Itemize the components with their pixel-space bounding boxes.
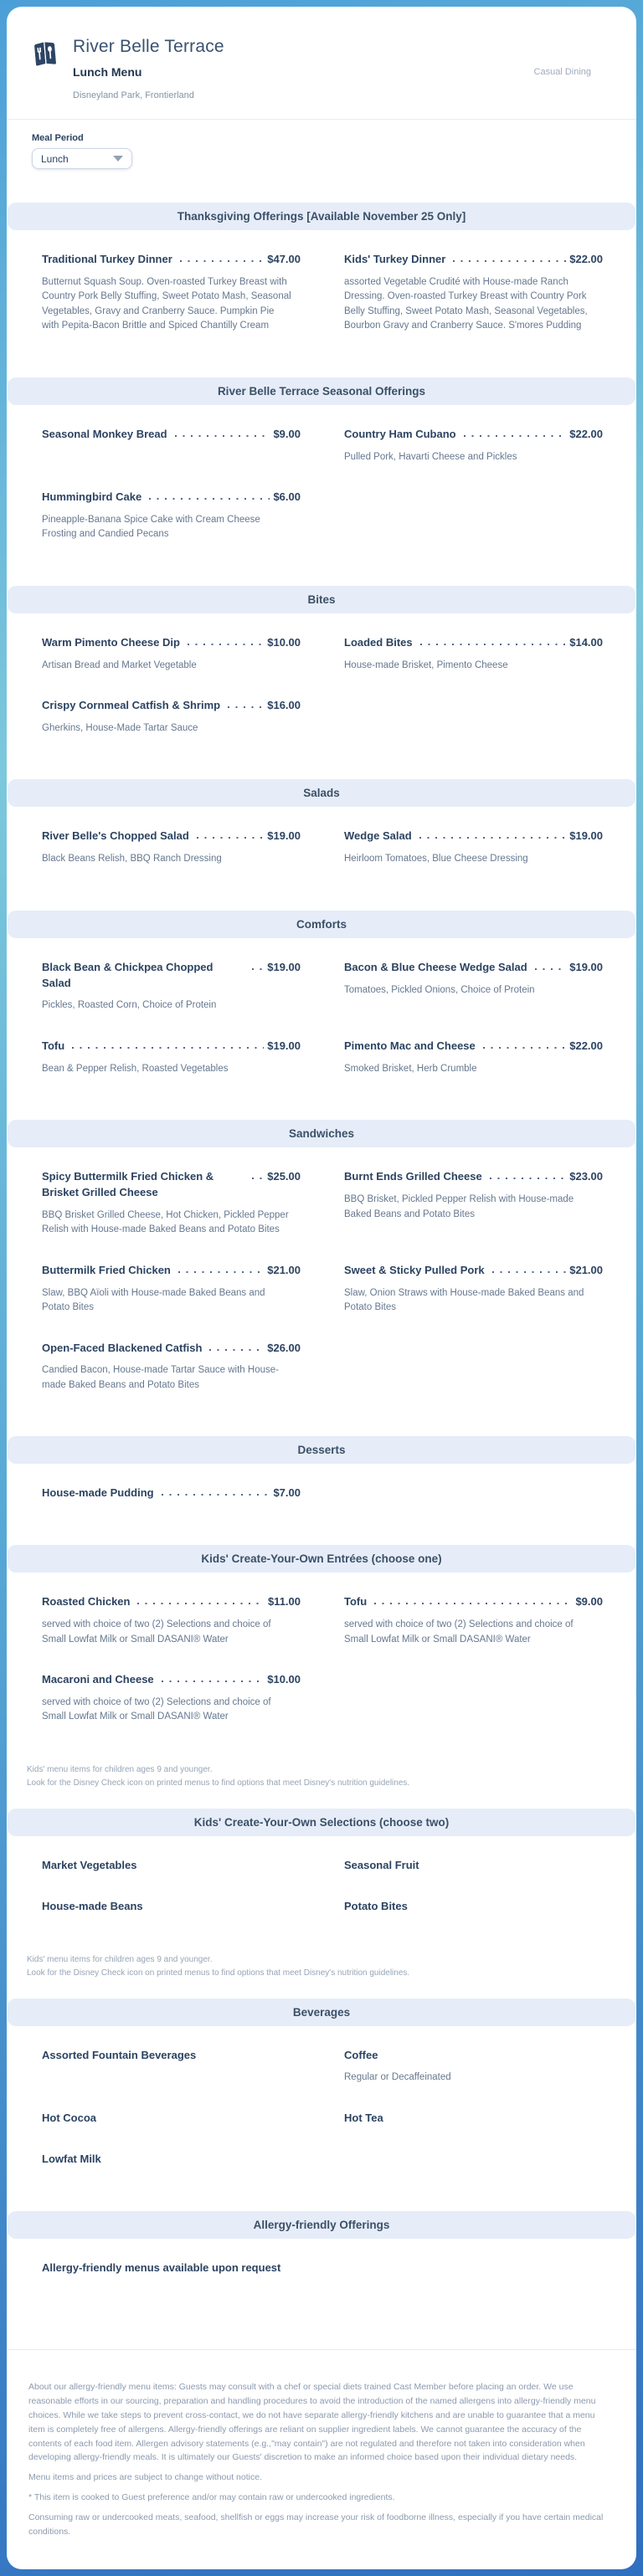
kids-menu-note (7, 1755, 636, 1790)
menu-section (7, 779, 636, 891)
item-name: Macaroni and Cheese (42, 1673, 154, 1686)
kids-menu-note (7, 1945, 636, 1980)
menu-item-row (344, 1169, 603, 1185)
menu-section (7, 377, 636, 567)
menu-item-row (42, 252, 301, 268)
menu-item (42, 1858, 301, 1874)
price-leader-dots (252, 968, 264, 970)
item-name: River Belle's Chopped Salad (42, 829, 189, 843)
price-leader-dots (72, 1047, 264, 1049)
item-description: Heirloom Tomatoes, Blue Cheese Dressing (344, 854, 528, 865)
item-price: $9.00 (273, 427, 301, 440)
menu-item (42, 960, 301, 1013)
menu-item (42, 1594, 301, 1647)
item-description: House-made Brisket, Pimento Cheese (344, 659, 508, 670)
section-header: Desserts (8, 1436, 635, 1464)
item-description: Slaw, Onion Straws with House-made Baked Beans and Potato Bites (344, 1287, 584, 1313)
menu-item-row (42, 1169, 301, 1201)
meal-period-label: Meal Period (32, 133, 84, 143)
menu-item-row (42, 960, 301, 992)
menu-item (42, 829, 301, 866)
section-header: Comforts (8, 911, 635, 938)
section-header: Beverages (8, 1999, 635, 2026)
menu-item (344, 252, 603, 334)
item-name: House-made Pudding (42, 1486, 154, 1500)
item-name: Hot Tea (344, 2111, 383, 2124)
menu-item-row (42, 2152, 301, 2168)
section-items (7, 1573, 636, 1750)
menu-item (42, 1169, 301, 1238)
menu-item-row (42, 490, 301, 505)
price-leader-dots (464, 435, 567, 437)
item-name: Buttermilk Fried Chicken (42, 1263, 171, 1276)
price-leader-dots (420, 644, 567, 645)
price-leader-dots (188, 644, 264, 645)
item-price: $23.00 (569, 1170, 603, 1183)
item-description: Gherkins, House-Made Tartar Sauce (42, 722, 198, 733)
price-leader-dots (178, 1271, 264, 1273)
item-name: Black Bean & Chickpea Chopped Salad (42, 960, 213, 989)
section-header: Sandwiches (8, 1120, 635, 1147)
item-name: Sweet & Sticky Pulled Pork (344, 1263, 485, 1276)
restaurant-location: Disneyland Park, Frontierland (73, 90, 194, 100)
meal-period-select[interactable] (32, 148, 132, 169)
restaurant-header (7, 7, 636, 119)
price-leader-dots (492, 1271, 567, 1273)
item-price: $10.00 (267, 635, 301, 649)
section-header: Salads (8, 779, 635, 807)
meal-period-value: Lunch (41, 152, 69, 165)
meal-period-block (7, 120, 636, 184)
menu-item (42, 1899, 301, 1915)
item-name: Wedge Salad (344, 829, 412, 843)
menu-item-row (42, 2260, 301, 2276)
item-name: Traditional Turkey Dinner (42, 253, 172, 265)
section-items (7, 938, 636, 1101)
menu-item (42, 2260, 301, 2276)
menu-section (7, 1120, 636, 1418)
menu-item-row (344, 1858, 603, 1874)
section-items (7, 230, 636, 359)
item-description: Artisan Bread and Market Vegetable (42, 659, 197, 670)
item-description: served with choice of two (2) Selections and choice of Small Lowfat Milk or Small DASANI® Water (42, 1696, 271, 1722)
item-price: $26.00 (267, 1341, 301, 1354)
menu-item (42, 490, 301, 542)
price-leader-dots (252, 1178, 264, 1179)
item-name: Warm Pimento Cheese Dip (42, 635, 180, 649)
menu-item-row (42, 635, 301, 651)
menu-item (42, 1263, 301, 1316)
item-name: Bacon & Blue Cheese Wedge Salad (344, 960, 527, 973)
item-description: assorted Vegetable Crudité with House-made Ranch Dressing. Oven-roasted Turkey Breast with Country Pork Belly Stuffing, Sweet Potato Mash, Seasonal Vegetables, Bourbon Gravy and Cranberry Sauce. S'mores Pudding (344, 276, 588, 331)
menu-item (42, 2111, 301, 2127)
item-price: $14.00 (569, 635, 603, 649)
footer-paragraph: * This item is cooked to Guest preference and/or may contain raw or undercooked ingredients. (28, 2491, 395, 2502)
price-leader-dots (209, 1349, 264, 1351)
menu-card (7, 7, 636, 2569)
menu-item (344, 2048, 603, 2086)
price-leader-dots (453, 260, 566, 262)
note-line: Kids' menu items for children ages 9 and younger. (27, 1764, 213, 1774)
section-items (7, 2239, 636, 2301)
menu-item-row (42, 2111, 301, 2127)
item-price: $6.00 (273, 490, 301, 504)
price-leader-dots (197, 837, 264, 839)
footer-paragraph: About our allergy-friendly menu items: Guests may consult with a chef or special diets trained Cast Member before placing an order. We use reasonable efforts in our sourcing, preparation and handling procedures to avoid the introduction of the named allergens into allergy-friendly menu choices. While we take steps to prevent cross-contact, we do not have separate allergy-friendly kitchens and are unable to guarantee that a menu item is completely free of allergens. Allergy-friendly offerings are reliant on supplier ingredient labels. We cannot guarantee the accuracy of the contents of each food item. Allergen advisory statements (e.g.,"may contain") are not regulated and therefore not taken into consideration when developing allergy-friendly meals. It is ultimately our Guests' discretion to make an informed choice based upon their individual dietary needs. (28, 2382, 596, 2463)
item-description: Pineapple-Banana Spice Cake with Cream Cheese Frosting and Candied Pecans (42, 514, 260, 540)
item-name: Seasonal Monkey Bread (42, 427, 167, 440)
menu-item-row (42, 1672, 301, 1688)
item-name: Burnt Ends Grilled Cheese (344, 1170, 482, 1183)
item-name: Roasted Chicken (42, 1595, 131, 1609)
menu-item (344, 635, 603, 673)
menu-item (344, 1899, 603, 1915)
item-price: $22.00 (569, 427, 603, 440)
item-price: $19.00 (267, 829, 301, 843)
menu-item-row (42, 1899, 301, 1915)
section-items (7, 613, 636, 762)
menu-item-row (42, 2048, 301, 2064)
menu-section (7, 2211, 636, 2301)
item-description: Tomatoes, Pickled Onions, Choice of Protein (344, 984, 535, 995)
section-header: River Belle Terrace Seasonal Offerings (8, 377, 635, 405)
menu-item-row (42, 698, 301, 714)
menu-item (344, 960, 603, 998)
legal-footer (7, 2349, 636, 2569)
item-description: BBQ Brisket Grilled Cheese, Hot Chicken, Pickled Pepper Relish with House-made Baked Beans and Potato Bites (42, 1209, 289, 1235)
menu-item (42, 1341, 301, 1393)
menu-item-row (344, 829, 603, 844)
item-description: served with choice of two (2) Selections and choice of Small Lowfat Milk or Small DASANI® Water (42, 1619, 271, 1645)
menu-item (344, 1263, 603, 1316)
menu-item-row (42, 427, 301, 443)
item-description: served with choice of two (2) Selections and choice of Small Lowfat Milk or Small DASANI® Water (344, 1619, 574, 1645)
price-leader-dots (483, 1047, 566, 1049)
item-name: Spicy Buttermilk Fried Chicken & Brisket Grilled Cheese (42, 1170, 214, 1199)
item-name: Kids' Turkey Dinner (344, 253, 446, 265)
price-leader-dots (162, 1494, 270, 1496)
price-leader-dots (490, 1178, 567, 1179)
item-price: $19.00 (267, 960, 301, 973)
section-header: Thanksgiving Offerings [Available November 25 Only] (8, 203, 635, 230)
section-header: Allergy-friendly Offerings (8, 2211, 635, 2239)
section-items (7, 1147, 636, 1418)
menu-section (7, 1999, 636, 2193)
section-items (7, 405, 636, 567)
item-description: Black Beans Relish, BBQ Ranch Dressing (42, 854, 222, 865)
item-name: Crispy Cornmeal Catfish & Shrimp (42, 699, 221, 712)
item-price: $11.00 (267, 1595, 301, 1609)
menu-item-row (344, 1899, 603, 1915)
section-items (7, 2026, 636, 2193)
footer-paragraph: Menu items and prices are subject to change without notice. (28, 2472, 262, 2483)
note-line: Look for the Disney Check icon on printed menus to find options that meet Disney's nutrition guidelines. (27, 1968, 410, 1978)
item-description: Pickles, Roasted Corn, Choice of Protein (42, 1000, 217, 1011)
menu-item-row (42, 1858, 301, 1874)
item-description: Slaw, BBQ Aïoli with House-made Baked Beans and Potato Bites (42, 1287, 265, 1313)
menu-item (344, 1169, 603, 1222)
menu-item (344, 1594, 603, 1647)
menu-item (344, 829, 603, 866)
menu-item (344, 1039, 603, 1076)
menu-item (42, 1672, 301, 1725)
menu-item-row (344, 1594, 603, 1610)
item-price: $9.00 (575, 1595, 603, 1609)
item-price: $47.00 (267, 253, 301, 265)
menu-item (344, 2111, 603, 2127)
item-price: $7.00 (273, 1486, 301, 1500)
footer-paragraph: Consuming raw or undercooked meats, seafood, shellfish or eggs may increase your risk of foodborne illness, especially if you have certain medical conditions. (28, 2512, 604, 2537)
price-leader-dots (374, 1603, 572, 1604)
item-name: Pimento Mac and Cheese (344, 1039, 476, 1052)
menu-item-row (42, 829, 301, 844)
item-name: Tofu (42, 1039, 65, 1052)
menu-item-row (42, 1594, 301, 1610)
menu-item-row (42, 1263, 301, 1279)
item-description: BBQ Brisket, Pickled Pepper Relish with House-made Baked Beans and Potato Bites (344, 1194, 574, 1219)
item-description: Bean & Pepper Relish, Roasted Vegetables (42, 1063, 229, 1074)
item-description: Regular or Decaffeinated (344, 2072, 451, 2083)
page-title: River Belle Terrace (73, 37, 224, 56)
menu-item (42, 2152, 301, 2168)
section-header: Kids' Create-Your-Own Entrées (choose one) (8, 1545, 635, 1573)
menu-section (7, 911, 636, 1101)
menu-item (42, 252, 301, 334)
item-name: House-made Beans (42, 1899, 143, 1912)
menu-section (7, 1809, 636, 1980)
price-leader-dots (175, 435, 270, 437)
item-name: Market Vegetables (42, 1858, 137, 1871)
item-name: Country Ham Cubano (344, 427, 456, 440)
item-name: Lowfat Milk (42, 2152, 101, 2165)
item-price: $21.00 (569, 1263, 603, 1276)
menu-sections (7, 184, 636, 2301)
menu-item (42, 635, 301, 673)
menu-section (7, 1436, 636, 1527)
section-header: Kids' Create-Your-Own Selections (choose two) (8, 1809, 635, 1836)
menu-item-row (344, 427, 603, 443)
section-items (7, 1836, 636, 1940)
item-name: Loaded Bites (344, 635, 413, 649)
item-description: Smoked Brisket, Herb Crumble (344, 1063, 477, 1074)
item-name: Allergy-friendly menus available upon request (42, 2260, 281, 2274)
dining-type-label: Casual Dining (533, 67, 591, 77)
menu-item-row (42, 1341, 301, 1357)
item-price: $10.00 (267, 1673, 301, 1686)
menu-item (42, 2048, 301, 2064)
menu-section (7, 203, 636, 359)
item-description: Butternut Squash Soup. Oven-roasted Turkey Breast with Country Pork Belly Stuffing, Sweet Potato Mash, Seasonal Vegetables, Gravy and Cranberry Sauce. Pumpkin Pie with Pepita-Bacon Brittle and Spiced Chantilly Cream (42, 276, 291, 331)
item-name: Hot Cocoa (42, 2111, 96, 2124)
price-leader-dots (228, 706, 264, 708)
menu-item (42, 1039, 301, 1076)
item-price: $19.00 (569, 960, 603, 973)
item-price: $16.00 (267, 699, 301, 712)
item-name: Potato Bites (344, 1899, 408, 1912)
item-price: $19.00 (267, 1039, 301, 1052)
menu-item-row (42, 1486, 301, 1501)
chevron-down-icon (113, 156, 123, 162)
menu-item-row (344, 1263, 603, 1279)
menu-item-row (344, 2111, 603, 2127)
section-header: Bites (8, 586, 635, 613)
price-leader-dots (162, 1681, 265, 1682)
price-leader-dots (149, 498, 270, 500)
item-name: Coffee (344, 2048, 378, 2061)
menu-item-row (344, 960, 603, 976)
item-name: Tofu (344, 1595, 368, 1609)
note-line: Look for the Disney Check icon on printed menus to find options that meet Disney's nutrition guidelines. (27, 1778, 410, 1788)
menu-item-row (42, 1039, 301, 1055)
item-price: $25.00 (267, 1170, 301, 1183)
menu-item-row (344, 2048, 603, 2064)
price-leader-dots (180, 260, 264, 262)
item-price: $22.00 (569, 253, 603, 265)
menu-section (7, 586, 636, 762)
item-name: Seasonal Fruit (344, 1858, 419, 1871)
menu-item-row (344, 252, 603, 268)
price-leader-dots (535, 968, 567, 970)
section-items (7, 807, 636, 891)
menu-item (42, 698, 301, 736)
menu-book-icon (30, 38, 60, 70)
note-line: Kids' menu items for children ages 9 and younger. (27, 1954, 213, 1964)
menu-item (42, 1486, 301, 1501)
item-name: Assorted Fountain Beverages (42, 2048, 197, 2061)
menu-item (344, 427, 603, 464)
item-description: Candied Bacon, House-made Tartar Sauce with House-made Baked Beans and Potato Bites (42, 1365, 279, 1390)
menu-item (344, 1858, 603, 1874)
menu-section (7, 1545, 636, 1790)
item-price: $21.00 (267, 1263, 301, 1276)
menu-item (42, 427, 301, 443)
menu-item-row (344, 635, 603, 651)
item-price: $22.00 (569, 1039, 603, 1052)
section-items (7, 1464, 636, 1527)
item-name: Hummingbird Cake (42, 490, 142, 504)
item-description: Pulled Pork, Havarti Cheese and Pickles (344, 451, 517, 462)
price-leader-dots (419, 837, 567, 839)
menu-item-row (344, 1039, 603, 1055)
price-leader-dots (137, 1603, 264, 1604)
item-price: $19.00 (569, 829, 603, 843)
menu-subtitle: Lunch Menu (73, 65, 142, 79)
item-name: Open-Faced Blackened Catfish (42, 1341, 203, 1354)
